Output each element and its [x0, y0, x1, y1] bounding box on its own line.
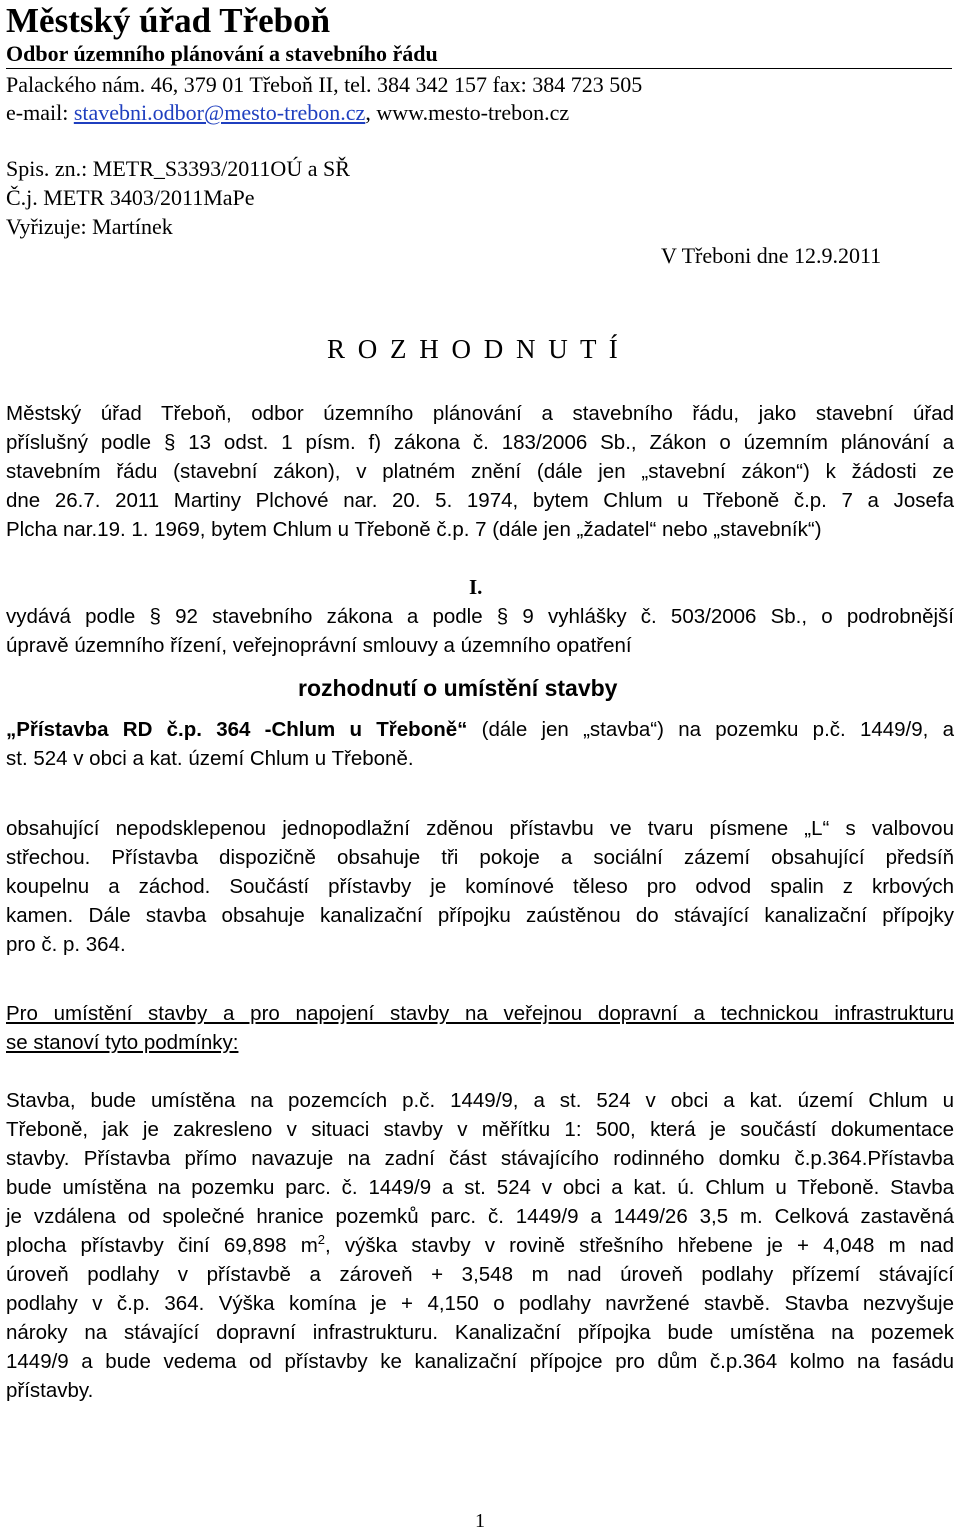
- contact-line: [6, 100, 569, 126]
- issue-line-1: vydává podle § 92 stavebního zákona a podle § 9 vyhlášky č. 503/2006 Sb., o podrobnější: [6, 605, 954, 628]
- stavba-line-2: st. 524 v obci a kat. území Chlum u Třeboně.: [6, 747, 414, 770]
- intro-line-3: stavebním řádu (stavební zákon), v platném znění (dále jen „stavební zákon“) k žádosti ze: [6, 460, 954, 483]
- email-label: e-mail:: [6, 100, 74, 125]
- conditions-line-8: podlahy v č.p. 364. Výška komína je + 4,150 o podlahy navržené stavbě. Stavba nezvyšuje: [6, 1292, 954, 1315]
- description-line-3: koupelnu a záchod. Součástí přístavby je komínové těleso pro odvod spalin z krbových: [6, 875, 954, 898]
- reference-number: Č.j. METR 3403/2011MaPe: [6, 185, 255, 210]
- conditions-line-11: přístavby.: [6, 1379, 94, 1402]
- conditions-line-1: Stavba, bude umístěna na pozemcích p.č. 1449/9, a st. 524 v obci a kat. území Chlum u: [6, 1089, 954, 1112]
- stavba-line-1: [6, 715, 954, 745]
- stavba-location: (dále jen „stavba“) na pozemku p.č. 1449/9, a: [467, 718, 954, 741]
- height-text: , výška stavby v rovině střešního hřebene je + 4,048 m nad: [325, 1234, 954, 1257]
- description-line-1: obsahující nepodsklepenou jednopodlažní zděnou přístavbu ve tvaru písmene „L“ s valbovou: [6, 817, 954, 840]
- conditions-heading-line-1: Pro umístění stavby a pro napojení stavby na veřejnou dopravní a technickou infrastrukturu: [6, 1002, 954, 1025]
- description-line-2: střechou. Přístavba dispozičně obsahuje tři pokoje a sociální zázemí obsahující předsíň: [6, 846, 954, 869]
- intro-line-5: Plcha nar.19. 1. 1969, bytem Chlum u Třeboně č.p. 7 (dále jen „žadatel“ nebo „stavebník“): [6, 518, 822, 541]
- conditions-line-3: stavby. Přístavba přímo navazuje na zadní část stávajícího rodinného domku č.p.364.Přístavba: [6, 1147, 954, 1170]
- email-link[interactable]: stavebni.odbor@mesto-trebon.cz: [73, 100, 366, 125]
- office-address: Palackého nám. 46, 379 01 Třeboň II, tel. 384 342 157 fax: 384 723 505: [6, 72, 643, 97]
- intro-line-4: dne 26.7. 2011 Martiny Plchové nar. 20. 5. 1974, bytem Chlum u Třeboně č.p. 7 a Josefa: [6, 489, 954, 512]
- web-address: , www.mesto-trebon.cz: [365, 100, 570, 125]
- file-number: Spis. zn.: METR_S3393/2011OÚ a SŘ: [6, 156, 350, 181]
- document-date: V Třeboni dne 12.9.2011: [661, 243, 882, 268]
- area-text: plocha přístavby činí 69,898 m: [6, 1234, 318, 1257]
- description-line-4: kamen. Dále stavba obsahuje kanalizační přípojku zaústěnou do stávající kanalizační přípojky: [6, 904, 954, 927]
- intro-line-1: Městský úřad Třeboň, odbor územního plánování a stavebního řádu, jako stavební úřad: [6, 402, 954, 425]
- conditions-line-6: [6, 1231, 954, 1261]
- conditions-line-7: úroveň podlahy v přístavbě a zároveň + 3,548 m nad úroveň podlahy přízemí stávající: [6, 1263, 954, 1286]
- office-title: Městský úřad Třeboň: [6, 1, 331, 40]
- conditions-line-5: je vzdálena od společné hranice pozemků parc. č. 1449/9 a 1449/26 3,5 m. Celková zastavěná: [6, 1205, 954, 1228]
- decision-heading: R O Z H O D N U T Í: [327, 334, 621, 364]
- description-line-5: pro č. p. 364.: [6, 933, 126, 956]
- conditions-line-10: 1449/9 a bude vedema od přístavby ke kanalizační přípojce pro dům č.p.364 kolmo na fasádu: [6, 1350, 954, 1373]
- conditions-line-9: nároky na stávající dopravní infrastrukturu. Kanalizační přípojka bude umístěna na pozemek: [6, 1321, 954, 1344]
- section-number: I.: [469, 575, 483, 599]
- conditions-line-2: Třeboně, jak je zakresleno v situaci stavby v měřítku 1: 500, která je součástí dokumentace: [6, 1118, 954, 1141]
- stavba-name: „Přístavba RD č.p. 364 -Chlum u Třeboně“: [6, 718, 468, 741]
- conditions-line-4: bude umístěna na pozemku parc. č. 1449/9 a st. 524 v obci a kat. ú. Chlum u Třeboně. Stavba: [6, 1176, 954, 1199]
- page-number: 1: [475, 1510, 485, 1532]
- decision-subject-title: rozhodnutí o umístění stavby: [298, 675, 618, 701]
- issue-line-2: úpravě územního řízení, veřejnoprávní smlouvy a územního opatření: [6, 634, 632, 657]
- department-name: Odbor územního plánování a stavebního řádu: [6, 41, 952, 69]
- handled-by: Vyřizuje: Martínek: [6, 214, 173, 239]
- area-unit-exponent: 2: [317, 1232, 326, 1248]
- conditions-heading-line-2: se stanoví tyto podmínky:: [6, 1031, 239, 1054]
- intro-line-2: příslušný podle § 13 odst. 1 písm. f) zákona č. 183/2006 Sb., Zákon o územním plánování a: [6, 431, 954, 454]
